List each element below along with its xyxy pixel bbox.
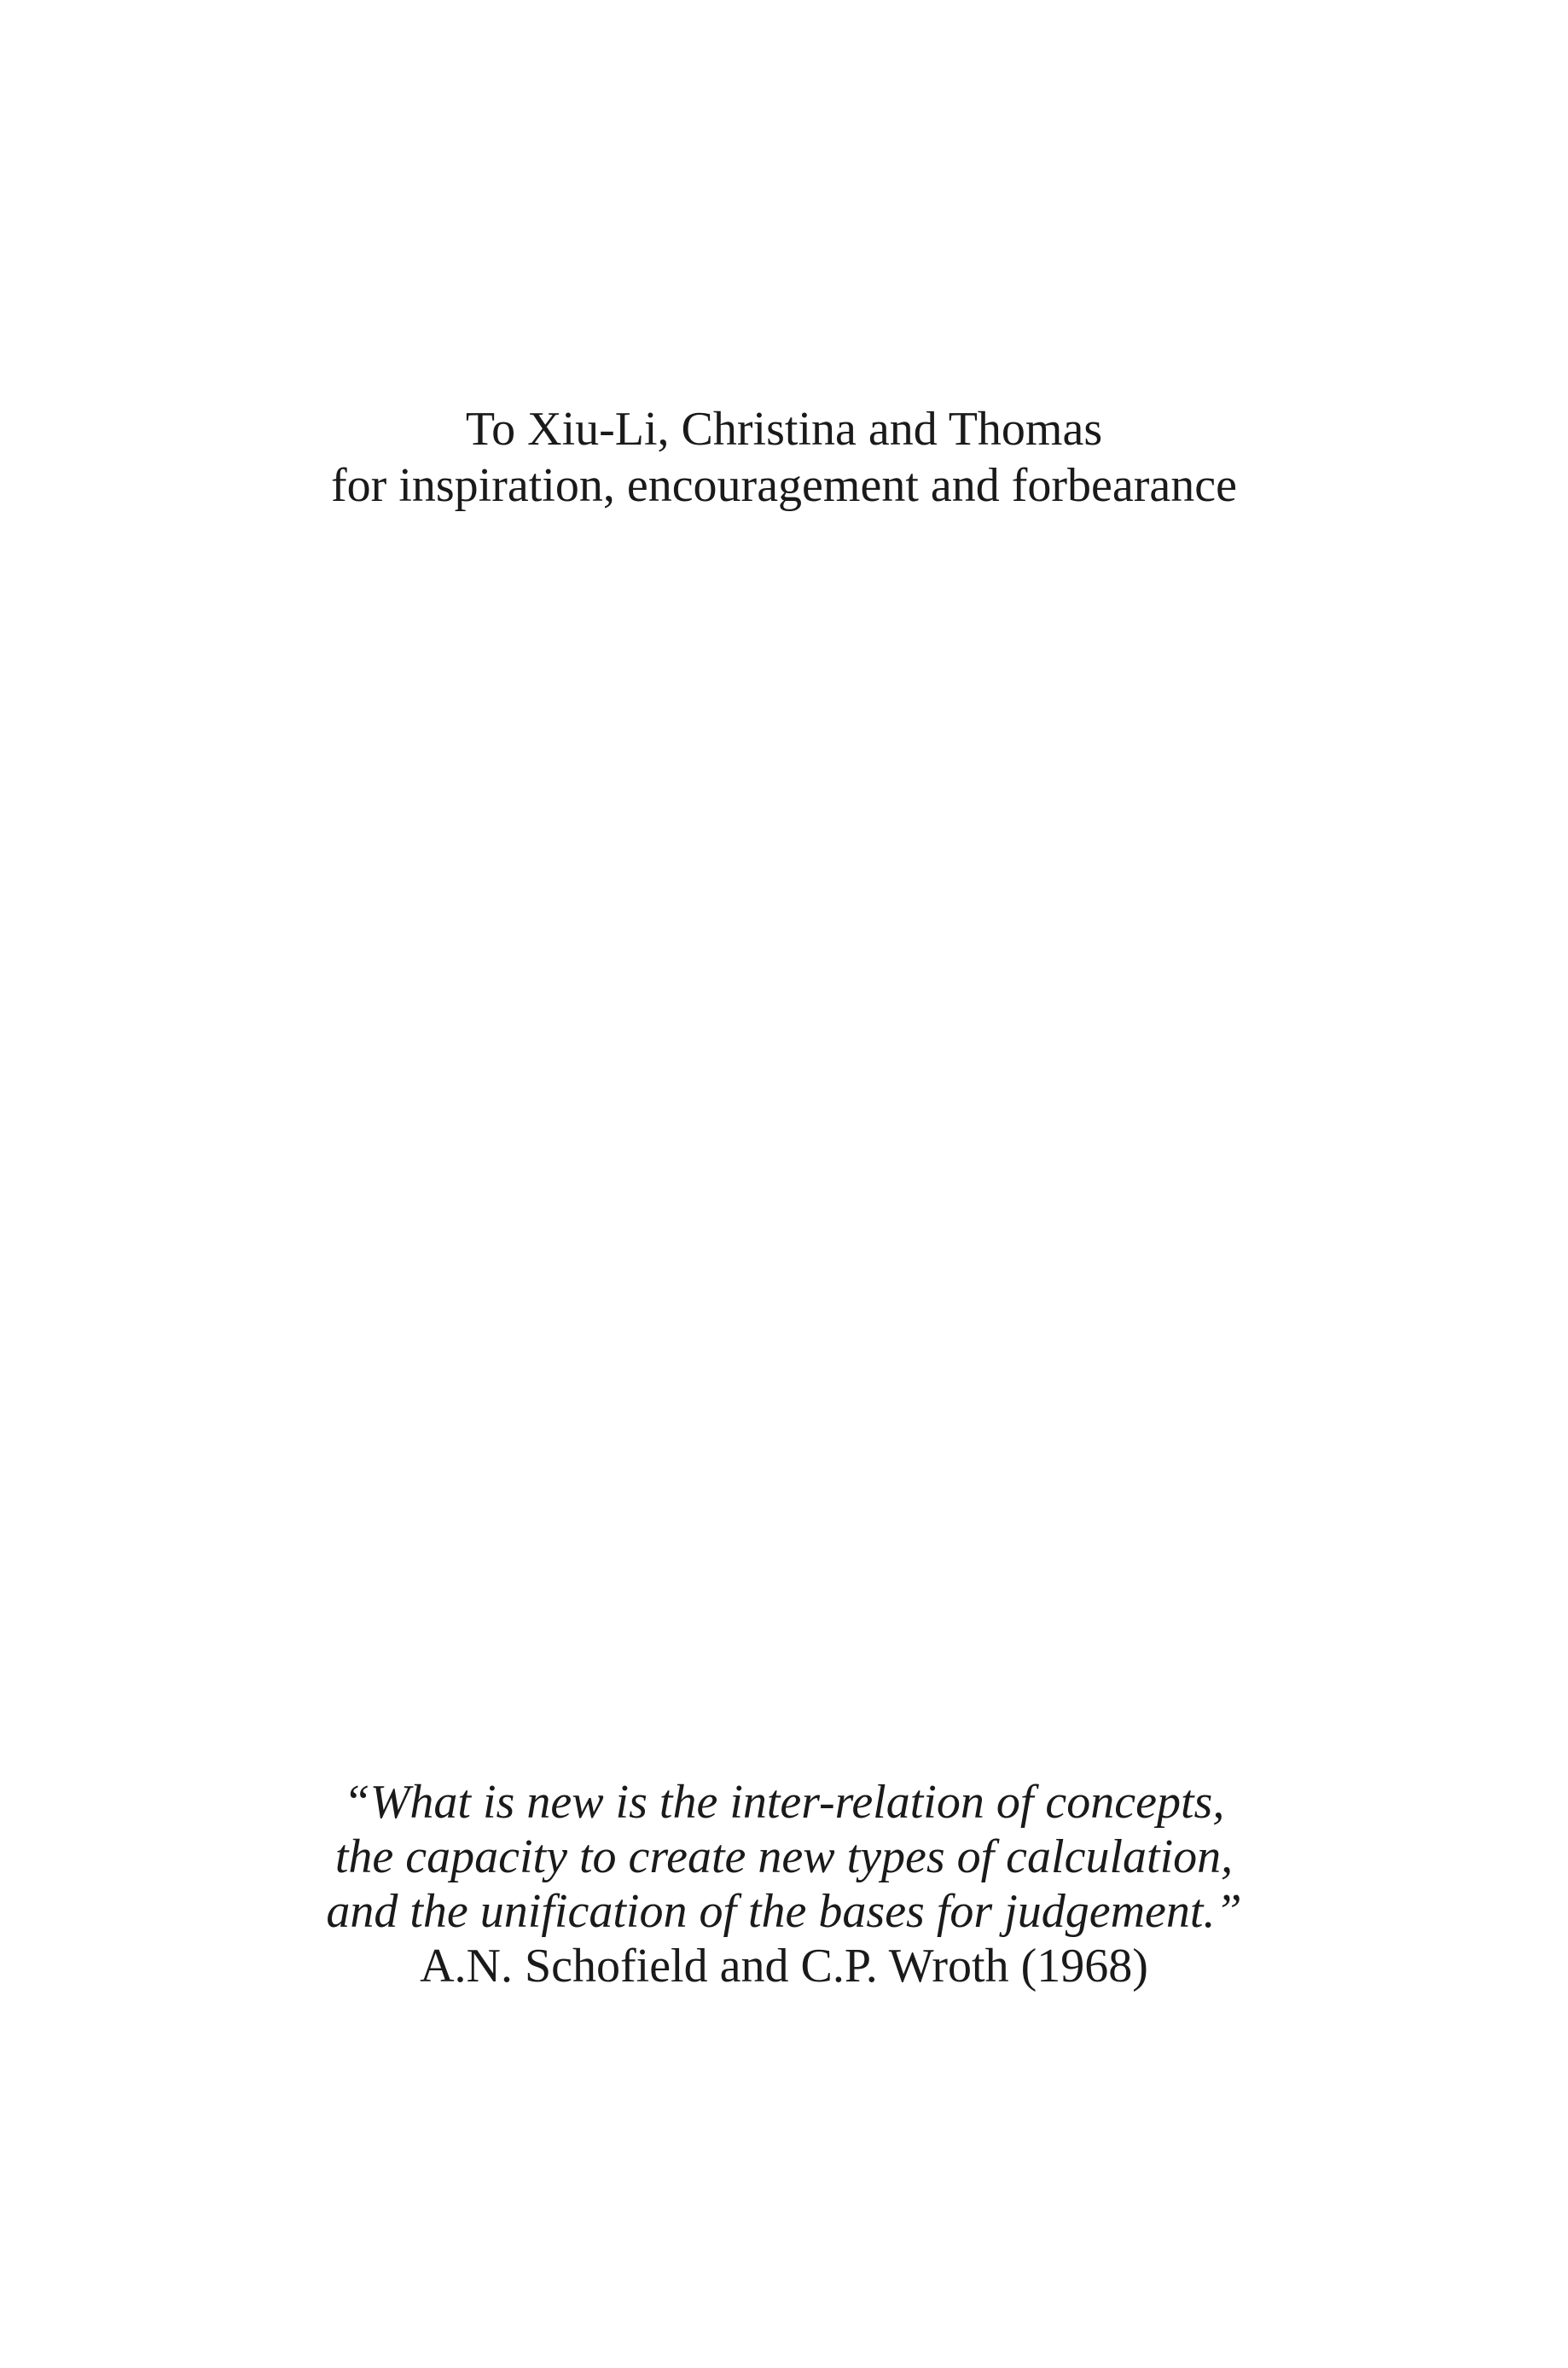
- dedication: [0, 401, 1568, 514]
- epigraph-quote-line-2: the capacity to create new types of calculation,: [334, 1830, 1234, 1883]
- dedication-line-2: for inspiration, encouragement and forbearance: [331, 459, 1237, 512]
- epigraph: [0, 1775, 1568, 1993]
- epigraph-quote-line-3: and the unification of the bases for judgement.”: [326, 1885, 1242, 1938]
- dedication-line-1: To Xiu-Li, Christina and Thomas: [465, 403, 1103, 456]
- epigraph-quote-line-1: “What is new is the inter-relation of concepts,: [343, 1776, 1225, 1829]
- epigraph-attribution: A.N. Schofield and C.P. Wroth (1968): [420, 1940, 1148, 1993]
